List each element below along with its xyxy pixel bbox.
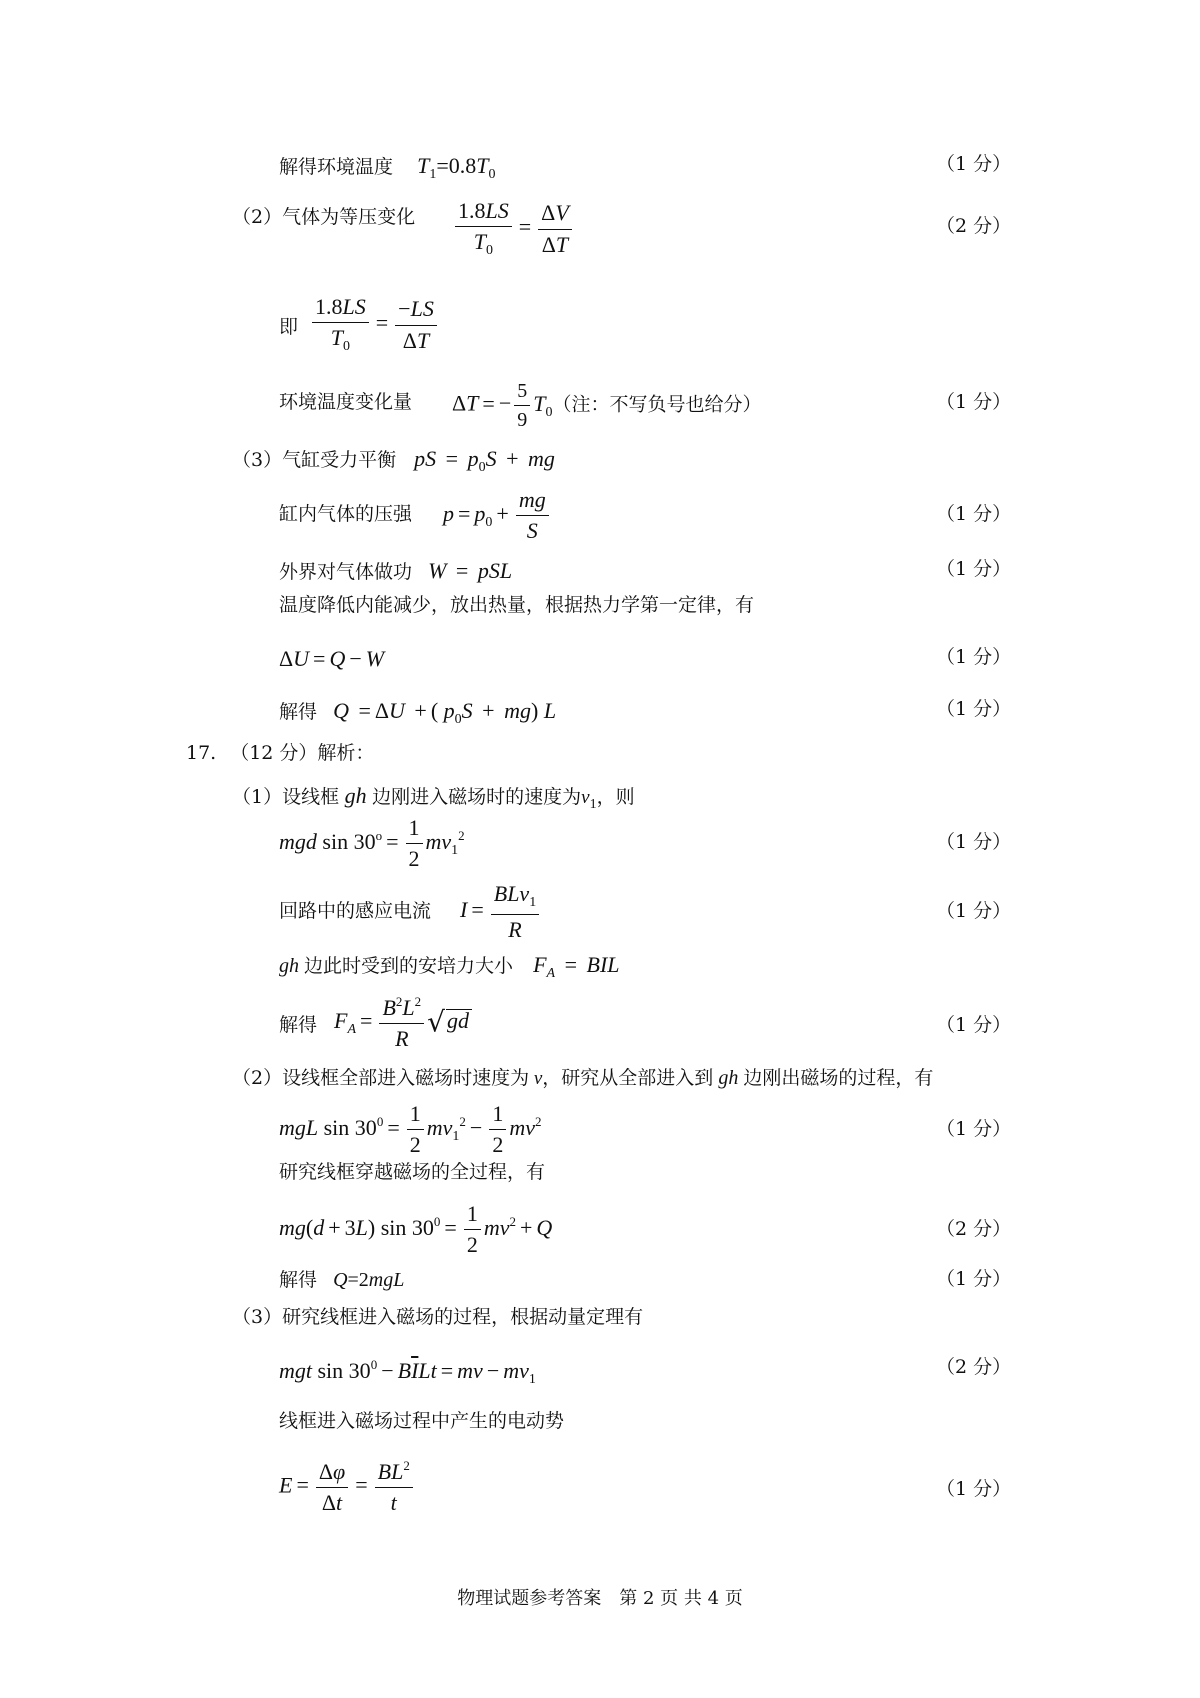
solution-line: 研究线框穿越磁场的全过程，有 — [279, 1161, 546, 1183]
solution-line: gh 边此时受到的安培力大小 $F_A$ = BIL — [279, 952, 620, 981]
score-label: （1 分） — [936, 900, 1012, 922]
equation: I = $\frac{BLv_1}{R}$ — [460, 881, 542, 943]
equation: $T_1=0.8T_0$ — [417, 153, 496, 182]
solution-line: 即 — [279, 316, 299, 338]
equation: Q = ΔU + ( $p_0S + mg$) L — [333, 698, 557, 727]
equation: Q=2mgL — [333, 1269, 405, 1291]
equation: E = $\frac{\Delta\varphi}{\Delta t}$ = $\frac{BL^2}{t}$ — [279, 1458, 416, 1517]
solution-line: 解得环境温度 $T_1=0.8T_0$ — [279, 153, 496, 182]
score-label: （1 分） — [936, 1478, 1012, 1500]
equation: mgL $\sin 30^0$ = $\frac{1}{2}$ $mv_1^2$ − $\frac{1}{2}$ $mv^2$ — [279, 1101, 542, 1158]
score-label: （1 分） — [936, 1014, 1012, 1036]
score-label: （1 分） — [936, 698, 1012, 720]
equation: $p = p_0$ + $\frac{mg}{S}$ — [443, 487, 552, 545]
solution-line: （1）设线框 gh 边刚进入磁场时的速度为$v_1$，则 — [232, 783, 635, 812]
equation: ΔU = Q − W — [279, 646, 385, 671]
score-label: （1 分） — [936, 1268, 1012, 1290]
equation: $F_A$ = $\frac{B^2L^2}{R}$ √gd — [334, 994, 472, 1053]
score-label: （2 分） — [936, 1356, 1012, 1378]
equation: $\frac{1.8LS}{T_0}$ = $\frac{\Delta V}{\Delta T}$ — [452, 198, 575, 260]
equation: $F_A$ = BIL — [533, 952, 620, 981]
solution-line: 外界对气体做功 W = pSL — [279, 558, 513, 583]
score-label: （1 分） — [936, 1118, 1012, 1140]
equation: mg(d + 3L) $\sin 30^0$ = $\frac{1}{2}$ $mv^2 + Q$ — [279, 1201, 553, 1258]
question-heading: 17. （12 分）解析： — [186, 742, 375, 764]
solution-line: （3）研究线框进入磁场的过程，根据动量定理有 — [232, 1306, 644, 1328]
equation: mgd $\sin 30^o$ = $\frac{1}{2}$ $mv_1^2$ — [279, 815, 465, 872]
score-label: （1 分） — [936, 558, 1012, 580]
score-label: （1 分） — [936, 646, 1012, 668]
solution-line: （3）气缸受力平衡 pS = $p_0S$ + mg — [232, 446, 555, 475]
solution-line: 线框进入磁场过程中产生的电动势 — [279, 1410, 565, 1432]
equation: W = pSL — [428, 558, 513, 583]
equation: mgt $\sin 30^0 - B\overline{I}Lt$ = mv − $mv_1$ — [279, 1357, 536, 1387]
equation: $\frac{1.8LS}{T_0}$ = $\frac{-LS}{\Delta T}$ — [309, 294, 440, 356]
solution-line: 回路中的感应电流 — [279, 900, 432, 922]
solution-line: 环境温度变化量 — [279, 391, 413, 413]
solution-line: （2）设线框全部进入磁场时速度为 v，研究从全部进入到 gh 边刚出磁场的过程，有 — [232, 1067, 934, 1089]
score-label: （2 分） — [936, 215, 1012, 237]
score-label: （1 分） — [936, 153, 1012, 175]
solution-line: 温度降低内能减少，放出热量，根据热力学第一定律，有 — [279, 594, 755, 616]
page-footer: 物理试题参考答案 第 2 页 共 4 页 — [457, 1588, 743, 1609]
solution-line: 解得 Q=2mgL — [279, 1269, 405, 1291]
score-label: （1 分） — [936, 831, 1012, 853]
equation: pS = $p_0S$ + mg — [414, 446, 555, 475]
solution-line: 缸内气体的压强 — [279, 503, 413, 525]
solution-line: 解得 — [279, 1014, 318, 1036]
score-label: （2 分） — [936, 1218, 1012, 1240]
solution-line: （2）气体为等压变化 — [232, 206, 416, 228]
score-label: （1 分） — [936, 503, 1012, 525]
equation: ΔT = − $\frac{5}{9}$ $T_0$（注：不写负号也给分） — [452, 380, 762, 431]
solution-line: 解得 Q = ΔU + ( $p_0S + mg$) L — [279, 698, 557, 727]
score-label: （1 分） — [936, 391, 1012, 413]
